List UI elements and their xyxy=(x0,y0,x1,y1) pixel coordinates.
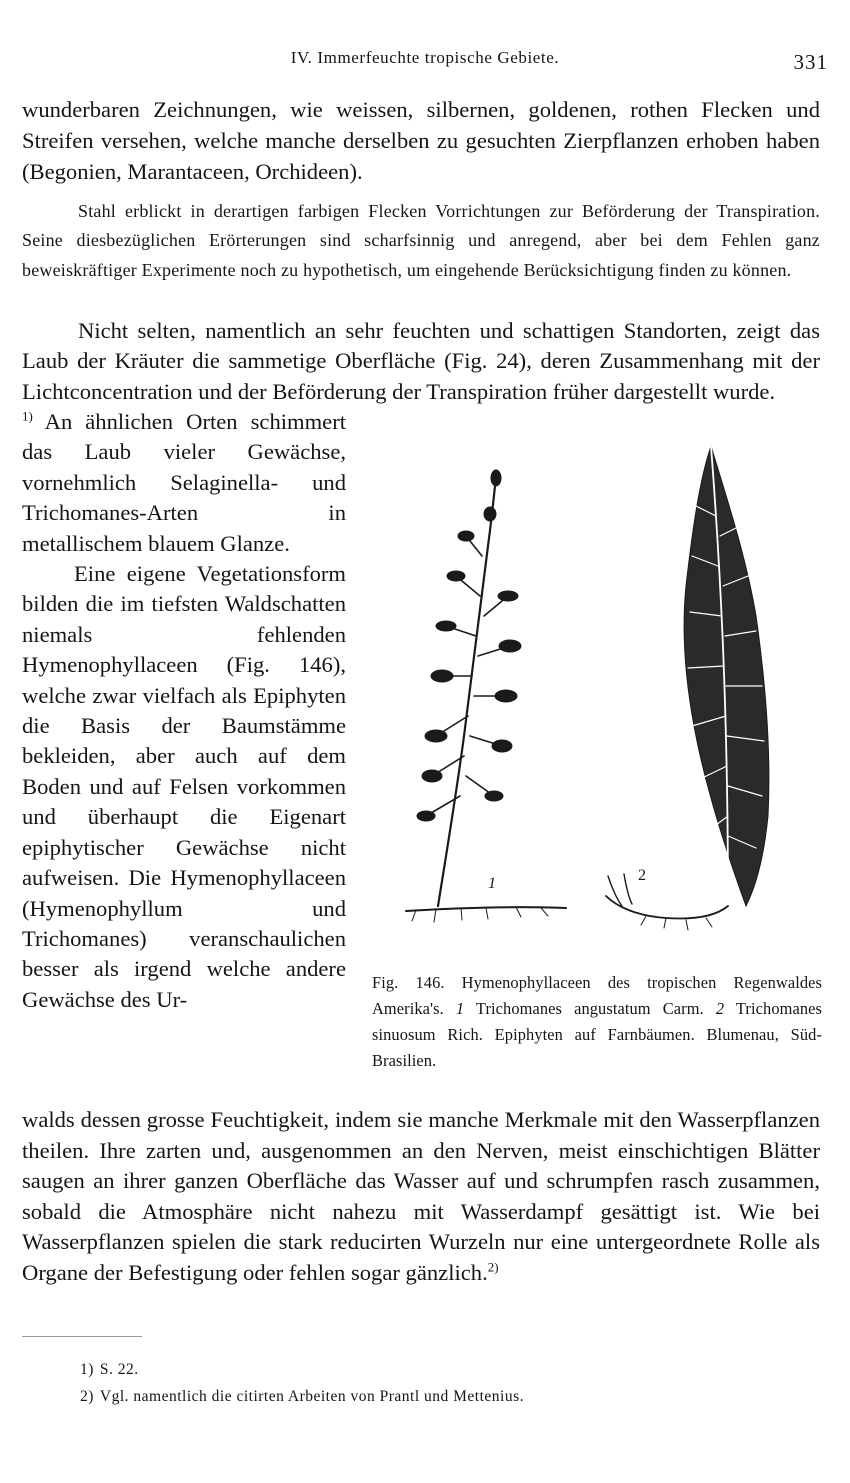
caption-number-2: 2 xyxy=(715,999,725,1018)
fern-2-drawing xyxy=(606,446,769,930)
footnote-ref-2: 2) xyxy=(487,1259,499,1275)
paragraph-5 xyxy=(22,1105,820,1289)
footnote-1 xyxy=(80,1361,139,1379)
caption-part-a: Fig. 146. Hymenophyllaceen des tropischen Regenwaldes Amerika's. xyxy=(372,973,822,1018)
paragraph-3-cont-text: An ähnlichen Orten schimmert das Laub vieler Gewächse, vornehmlich Selaginella- und Trichomanes-Arten in metallischem blauem Glanze. xyxy=(22,409,346,556)
paragraph-3 xyxy=(22,316,820,407)
paragraph-3-continued xyxy=(22,407,346,559)
footnote-1-marker: 1) xyxy=(80,1361,94,1378)
caption-part-b: Trichomanes angustatum Carm. xyxy=(464,999,704,1018)
fern-illustration xyxy=(376,436,826,966)
footnote-divider xyxy=(22,1336,142,1337)
paragraph-3-text: Nicht selten, namentlich an sehr feuchten und schattigen Standorten, zeigt das Laub der Kräuter die sammetige Oberfläche (Fig. 24), deren Zusammenhang mit der Lichtconcentration und der Beförderung der Transpiration früher dargestellt wurde. xyxy=(22,318,820,404)
caption-number-1: 1 xyxy=(455,999,465,1018)
page-number: 331 xyxy=(793,50,828,74)
paragraph-small-print: Stahl erblickt in derartigen farbigen Flecken Vorrichtungen zur Beförderung der Transpiration. Seine diesbezüglichen Erörterungen sind scharfsinnig und anregend, aber bei dem Fehlen ganz beweiskräftiger Experimente noch zu hypothetisch, um eingehende Berücksichtigung finden zu können. xyxy=(22,201,820,280)
paragraph-1: wunderbaren Zeichnungen, wie weissen, silbernen, goldenen, rothen Flecken und Streifen versehen, welche manche derselben zu gesuchten Zierpflanzen erhoben haben (Begonien, Marantaceen, Orchideen). xyxy=(22,97,820,184)
caption-part-c: Trichomanes sinuosum Rich. Epiphyten auf Farnbäumen. Blumenau, Süd-Brasilien. xyxy=(372,999,822,1070)
figure-label-1: 1 xyxy=(488,875,496,892)
paragraph-5-text: walds dessen grosse Feuchtigkeit, indem sie manche Merkmale mit den Wasserpflanzen theilen. Ihre zarten und, ausgenommen an den Nerven, meist einschichtigen Blätter saugen an ihrer ganzen Oberfläche das Wasser auf und schrumpfen rasch zusammen, sobald die Atmosphäre nicht nahezu mit Wasserdampf gesättigt ist. Wie bei Wasserpflanzen spielen die stark reducirten Wurzeln nur eine untergeordnete Rolle als Organe der Befestigung oder fehlen sogar gänzlich. xyxy=(22,1107,820,1285)
figure-caption xyxy=(372,970,822,1074)
column-text xyxy=(22,407,346,1015)
footnote-ref-1: 1) xyxy=(22,408,33,424)
fern-1-drawing xyxy=(406,470,566,922)
footnote-2 xyxy=(80,1388,524,1406)
footnote-2-text: Vgl. namentlich die citirten Arbeiten von Prantl und Mettenius. xyxy=(99,1388,525,1405)
paragraph-4: Eine eigene Vegetationsform bilden die im tiefsten Waldschatten niemals fehlenden Hymenophyllaceen (Fig. 146), welche zwar vielfach als Epiphyten die Basis der Baumstämme bekleiden, aber auch auf dem Boden und auf Felsen vorkommen und überhaupt die Eigenart epiphytischer Gewächse nicht aufweisen. Die Hymenophyllaceen (Hymenophyllum und Trichomanes) veranschaulichen besser als irgend welche andere Gewächse des Ur- xyxy=(22,561,346,1012)
figure-label-2: 2 xyxy=(638,867,646,884)
footnote-2-marker: 2) xyxy=(80,1388,94,1405)
running-title: IV. Immerfeuchte tropische Gebiete. xyxy=(290,48,560,67)
footnote-1-text: S. 22. xyxy=(99,1361,139,1378)
page-header xyxy=(22,44,828,80)
fern-1-leaflets xyxy=(417,470,521,821)
